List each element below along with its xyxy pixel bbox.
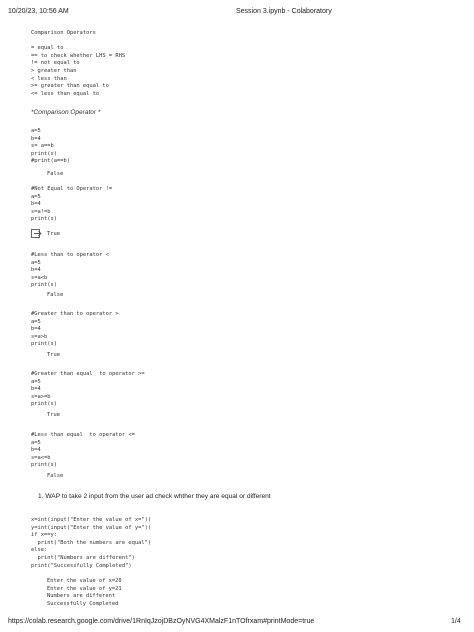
document-title: Session 3.ipynb - Colaboratory	[236, 8, 332, 15]
output-greater-equal: True	[47, 412, 60, 418]
print-datetime: 10/20/23, 10:56 AM	[8, 8, 69, 15]
output-equal: False	[47, 171, 64, 177]
code-cell-input-compare: x=int(input("Enter the value of x=")) y=int(input("Enter the value of y=")) if x==y: print("Both the numbers are equal") else: print("Numbers are different") print("Successfully Completed")	[31, 517, 152, 569]
code-cell-less-equal: #Less than equal to operator <= a=5 b=4 s=a<=b print(s)	[31, 432, 135, 469]
output-not-equal: True	[47, 231, 60, 237]
code-cell-not-equal: #Not Equal to Operator != a=5 b=4 s=a!=b print(s)	[31, 186, 113, 223]
code-cell-less-than: #Less than to operator < a=5 b=4 s=a<b print(s)	[31, 252, 109, 289]
code-cell-equal: a=5 b=4 s= a==b print(s) #print(a==b)	[31, 128, 70, 165]
output-action-icon[interactable]	[31, 229, 42, 238]
page-number: 1/4	[451, 618, 461, 625]
exercise-question: 1. WAP to take 2 input from the user ad check whther they are equal or different	[38, 493, 271, 500]
operators-text-cell: Comparison Operators = equal to == to check whether LHS = RHS != not equal to > greater than < less than >= greater than equal to <= less than equal to	[31, 30, 126, 97]
output-less-equal: False	[47, 473, 64, 479]
code-cell-greater-equal: #Greater than equal to operator >= a=5 b=4 s=a>=b print(s)	[31, 371, 145, 408]
section-heading: *Comparison Operator *	[31, 109, 101, 116]
page-url: https://colab.research.google.com/drive/1RnIqJzojDBzOyNVG4XMalzF1nTOfrxam#printMode=true	[8, 618, 315, 625]
output-less-than: False	[47, 292, 64, 298]
code-cell-greater-than: #Greater than to operator > a=5 b=4 s=a>b print(s)	[31, 311, 119, 348]
output-greater-than: True	[47, 352, 60, 358]
output-input-compare: Enter the value of x=20 Enter the value of y=21 Numbers are different Successfully Completed	[47, 578, 122, 607]
